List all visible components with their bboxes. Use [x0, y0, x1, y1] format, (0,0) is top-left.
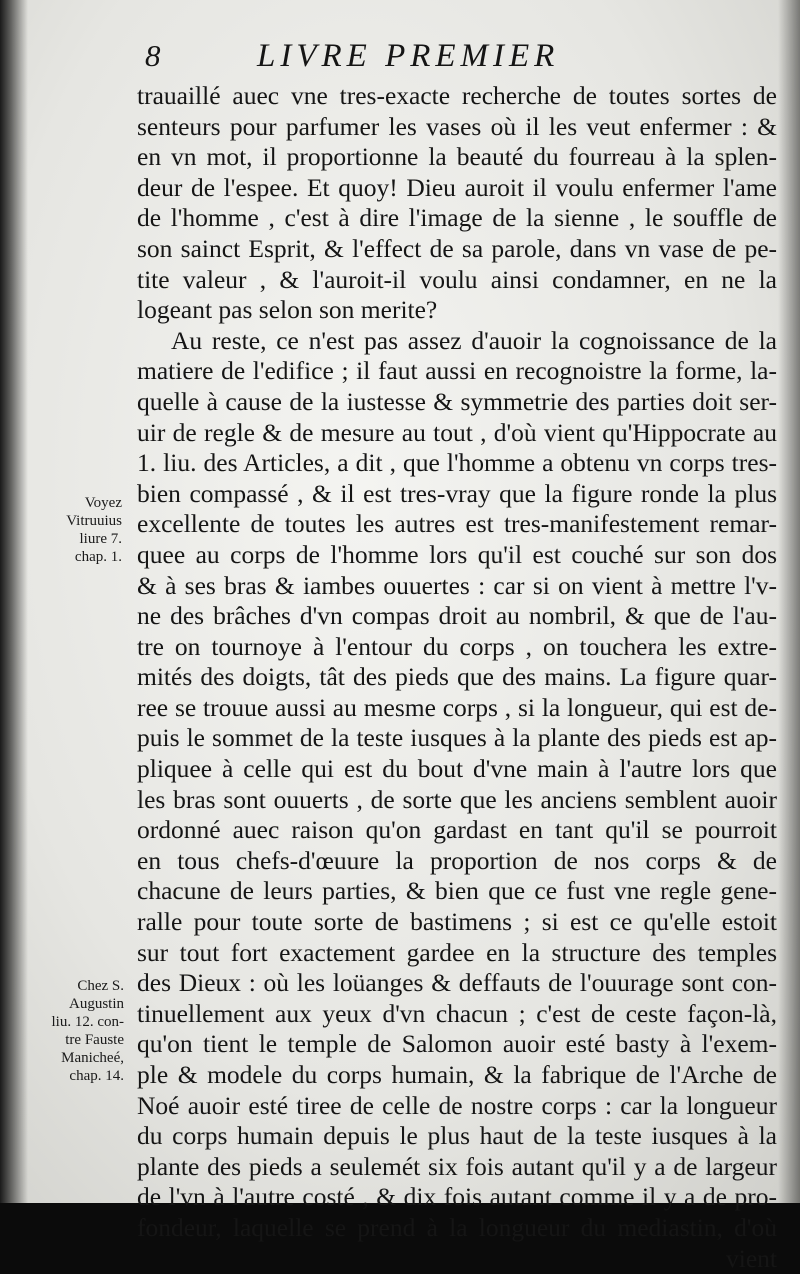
text-line: du corps humain depuis le plus haut de la teste iusques à la [137, 1121, 777, 1151]
text-line: tite valeur , & l'auroit-il voulu ainsi condamner, en ne la [137, 264, 777, 294]
text-line: ralle pour toute sorte de bastimens ; si est ce qu'elle estoit [137, 907, 777, 937]
text-line: matiere de l'edifice ; il faut aussi en recognoistre la forme, la- [137, 356, 777, 386]
text-line: en vn mot, il proportionne la beauté du fourreau à la splen- [137, 142, 777, 172]
margin-note-line: Voyez [84, 495, 122, 511]
text-line: tre on tournoye à l'entour du corps , on touchera les extre- [137, 631, 777, 661]
text-line: pliquee à celle qui est du bout d'vne main à l'autre lors que [137, 754, 777, 784]
margin-note-line: liu. 12. con- [51, 1014, 124, 1030]
margin-note-augustin [20, 977, 124, 1085]
text-line: logeant pas selon son merite? [137, 295, 438, 325]
text-line: uir de regle & de mesure au tout , d'où vient qu'Hippocrate au [137, 417, 777, 447]
text-line: de l'vn à l'autre costé , & dix fois autant comme il y a de pro- [137, 1182, 777, 1212]
page-header [145, 38, 785, 84]
catchword: vient [726, 1243, 777, 1273]
margin-note-line: Vitruuius [66, 513, 122, 529]
text-line: deur de l'espee. Et quoy! Dieu auroit il voulu enfermer l'ame [137, 172, 777, 202]
text-line: chacune de leurs parties, & bien que ce fust vne regle gene- [137, 876, 777, 906]
text-line: & à ses bras & iambes ouuertes : car si on vient à mettre l'v- [137, 570, 777, 600]
text-line: ne des brâches d'vn compas droit au nombril, & que de l'au- [137, 601, 777, 631]
text-line: de l'homme , c'est à dire l'image de la sienne , le souffle de [137, 203, 777, 233]
text-line: ple & modele du corps humain, & la fabrique de l'Arche de [137, 1060, 777, 1089]
text-line: bien compassé , & il est tres-vray que la figure ronde la plus [137, 478, 777, 508]
text-line: senteurs pour parfumer les vases où il les veut enfermer : & [137, 111, 777, 141]
text-line: ree se trouue aussi au mesme corps , si la longueur, qui est de- [137, 692, 777, 722]
text-line: mités des doigts, tât des pieds que des mains. La figure quar- [137, 662, 777, 692]
margin-note-line: Augustin [68, 996, 124, 1012]
margin-note-line: tre Fauste [65, 1032, 124, 1048]
text-line: son sainct Esprit, & l'effect de sa parole, dans vn vase de pe- [137, 233, 777, 263]
text-line: Noé auoir esté tiree de celle de nostre corps : car la longueur [137, 1090, 777, 1120]
text-line: quee au corps de l'homme lors qu'il est couché sur son dos [137, 539, 777, 569]
margin-note-line: Manicheé, [61, 1050, 124, 1066]
text-line: qu'on tient le temple de Salomon auoir esté basty à l'exem- [137, 1029, 777, 1059]
text-line: plante des pieds a seulemét six fois autant qu'il y a de largeur [137, 1151, 777, 1181]
text-line: en tous chefs-d'œuure la proportion de nos corps & de [137, 845, 777, 875]
page-number: 8 [145, 38, 161, 73]
margin-note-line: chap. 14. [69, 1068, 124, 1084]
margin-note-line: liure 7. [79, 531, 122, 547]
running-title: LIVRE PREMIER [257, 38, 560, 74]
margin-note-vitruvius [20, 494, 122, 566]
text-line: 1. liu. des Articles, a dit , que l'homme a obtenu vn corps tres- [137, 448, 777, 478]
margin-note-line: chap. 1. [74, 549, 122, 565]
body-text [137, 81, 777, 1274]
text-line: sur tout fort exactement gardee en la structure des temples [137, 937, 777, 967]
text-line: trauaillé auec vne tres-exacte recherche de toutes sortes de [137, 81, 777, 110]
text-line: des Dieux : où les loüanges & deffauts de l'ouurage sont con- [137, 968, 777, 998]
text-line: excellente de toutes les autres est tres-manifestement remar- [137, 509, 777, 539]
page-edge-shadow [778, 0, 800, 1203]
text-line: quelle à cause de la iustesse & symmetrie des parties doit ser- [137, 386, 777, 416]
margin-note-line: Chez S. [77, 978, 124, 994]
paragraph-start-line: Au reste, ce n'est pas assez d'auoir la cognoissance de la [171, 325, 777, 355]
text-line: tinuellement aux yeux d'vn chacun ; c'est de ceste façon-là, [137, 998, 777, 1028]
text-line: fondeur, laquelle se prend à la longueur du mediastin, d'où [137, 1212, 777, 1242]
text-line: puis le sommet de la teste iusques à la plante des pieds est ap- [137, 723, 777, 753]
text-line: les bras sont ouuerts , de sorte que les anciens semblent auoir [137, 784, 777, 814]
text-line: ordonné auec raison qu'on gardast en tant qu'il se pourroit [137, 815, 777, 845]
